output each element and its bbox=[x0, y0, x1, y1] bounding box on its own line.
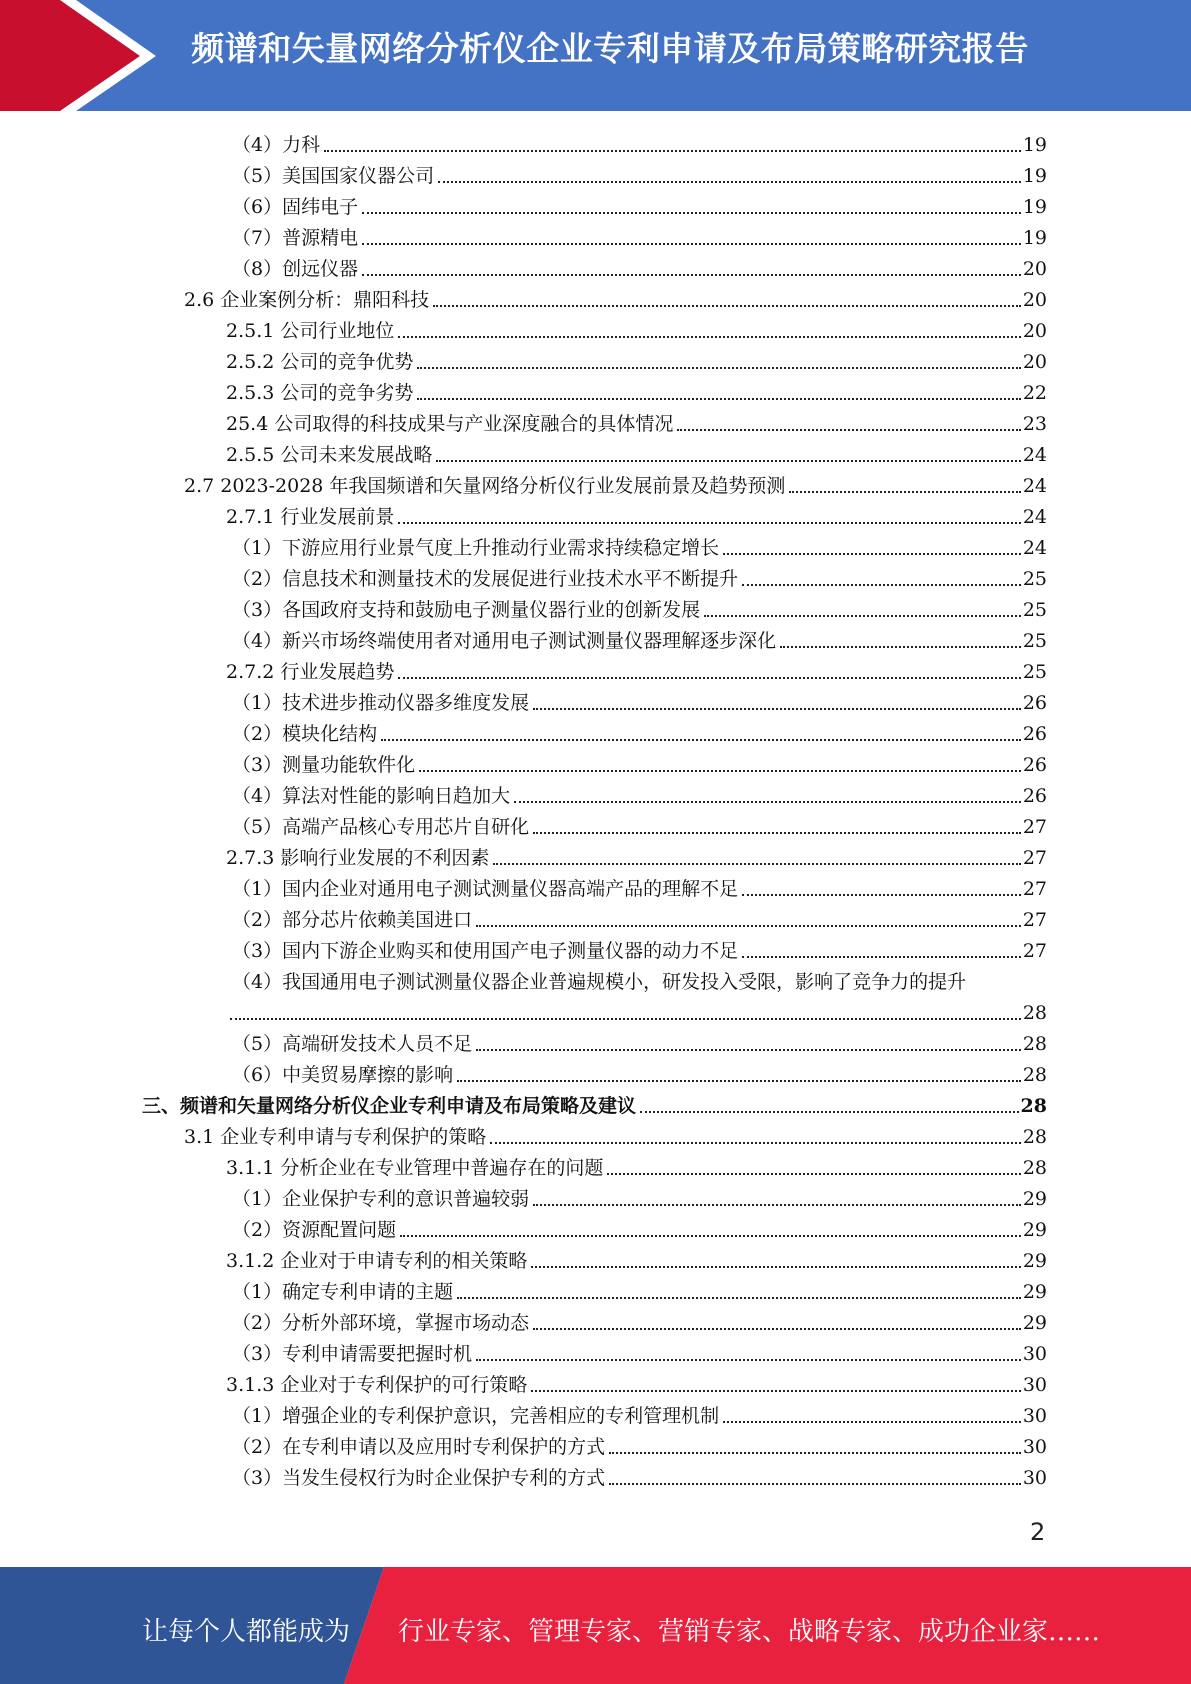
toc-entry[interactable] bbox=[232, 623, 1047, 653]
toc-entry-text: （2）信息技术和测量技术的发展促进行业技术水平不断提升 bbox=[232, 568, 739, 590]
toc-entry-page: 28 bbox=[1020, 1095, 1047, 1117]
toc-entry-text: 2.7.1 行业发展前景 bbox=[226, 506, 395, 528]
toc-entry[interactable] bbox=[232, 1336, 1047, 1366]
toc-leader bbox=[514, 800, 1021, 803]
toc-entry-page: 19 bbox=[1022, 165, 1047, 187]
toc-entry-page: 24 bbox=[1022, 475, 1047, 497]
toc-entry[interactable] bbox=[232, 747, 1047, 777]
toc-entry-page: 26 bbox=[1022, 723, 1047, 745]
toc-entry-text: （5）美国国家仪器公司 bbox=[232, 165, 435, 187]
toc-entry-page: 28 bbox=[1022, 1033, 1047, 1055]
toc-entry-page: 26 bbox=[1022, 692, 1047, 714]
toc-entry[interactable] bbox=[226, 344, 1047, 374]
toc-leader bbox=[533, 1327, 1021, 1330]
toc-entry-text: （1）增强企业的专利保护意识，完善相应的专利管理机制 bbox=[232, 1405, 720, 1427]
toc-chapter-entry[interactable] bbox=[142, 1088, 1047, 1118]
toc-leader bbox=[533, 707, 1021, 710]
toc-entry[interactable] bbox=[232, 964, 1047, 1026]
toc-leader bbox=[677, 428, 1020, 431]
toc-leader bbox=[780, 645, 1021, 648]
toc-leader bbox=[398, 335, 1020, 338]
toc-entry-text: （7）普源精电 bbox=[232, 227, 359, 249]
toc-entry-text: （1）下游应用行业景气度上升推动行业需求持续稳定增长 bbox=[232, 537, 720, 559]
toc-entry-text: （2）在专利申请以及应用时专利保护的方式 bbox=[232, 1436, 606, 1458]
toc-entry[interactable] bbox=[226, 1367, 1047, 1397]
toc-entry-text: （4）我国通用电子测试测量仪器企业普遍规模小，研发投入受限，影响了竞争力的提升 bbox=[232, 971, 967, 993]
toc-entry-page: 30 bbox=[1022, 1343, 1047, 1365]
toc-entry-text: 2.5.5 公司未来发展战略 bbox=[226, 444, 433, 466]
toc-entry[interactable] bbox=[232, 561, 1047, 591]
toc-entry-text: （3）专利申请需要把握时机 bbox=[232, 1343, 473, 1365]
toc-entry[interactable] bbox=[232, 158, 1047, 188]
toc-entry[interactable] bbox=[226, 1243, 1047, 1273]
toc-entry[interactable] bbox=[232, 902, 1047, 932]
toc-entry-text: （3）国内下游企业购买和使用国产电子测量仪器的动力不足 bbox=[232, 940, 739, 962]
toc-leader bbox=[400, 1234, 1021, 1237]
toc-entry-text: （3）测量功能软件化 bbox=[232, 754, 416, 776]
page-number: 2 bbox=[1030, 1518, 1046, 1546]
toc-entry[interactable] bbox=[232, 1274, 1047, 1304]
toc-entry-text: （6）固纬电子 bbox=[232, 196, 359, 218]
toc-entry-text: （2）资源配置问题 bbox=[232, 1219, 397, 1241]
toc-entry-page: 30 bbox=[1022, 1467, 1047, 1489]
toc-leader bbox=[640, 1110, 1019, 1113]
toc-entry-text: （4）算法对性能的影响日趋加大 bbox=[232, 785, 511, 807]
toc-entry-page: 20 bbox=[1022, 351, 1047, 373]
toc-leader bbox=[417, 366, 1020, 369]
toc-entry-page: 19 bbox=[1022, 196, 1047, 218]
toc-entry-page: 25 bbox=[1022, 661, 1047, 683]
toc-entry[interactable] bbox=[232, 251, 1047, 281]
toc-entry-text: （4）力科 bbox=[232, 134, 321, 156]
toc-leader bbox=[476, 924, 1021, 927]
toc-entry[interactable] bbox=[226, 437, 1047, 467]
toc-entry-page: 28 bbox=[1022, 1157, 1047, 1179]
toc-leader bbox=[436, 459, 1020, 462]
toc-entry-text: 2.5.2 公司的竞争优势 bbox=[226, 351, 414, 373]
toc-leader bbox=[742, 955, 1021, 958]
toc-entry-text: （6）中美贸易摩擦的影响 bbox=[232, 1064, 454, 1086]
toc-entry[interactable] bbox=[232, 685, 1047, 715]
toc-entry-text: （1）技术进步推动仪器多维度发展 bbox=[232, 692, 530, 714]
toc-entry-page: 26 bbox=[1022, 754, 1047, 776]
toc-leader bbox=[531, 1389, 1020, 1392]
toc-leader bbox=[230, 1017, 1021, 1020]
toc-entry[interactable] bbox=[232, 1429, 1047, 1459]
toc-entry-page: 29 bbox=[1022, 1188, 1047, 1210]
toc-entry[interactable] bbox=[232, 933, 1047, 963]
toc-entry-text: 2.7.2 行业发展趋势 bbox=[226, 661, 395, 683]
toc-entry-text: （5）高端研发技术人员不足 bbox=[232, 1033, 473, 1055]
toc-leader bbox=[533, 831, 1021, 834]
report-title: 频谱和矢量网络分析仪企业专利申请及布局策略研究报告 bbox=[191, 29, 1029, 68]
toc-entry-text: 2.6 企业案例分析：鼎阳科技 bbox=[184, 289, 430, 311]
toc-entry-page: 24 bbox=[1022, 537, 1047, 559]
toc-entry[interactable] bbox=[232, 1460, 1047, 1490]
toc-leader bbox=[398, 521, 1020, 524]
toc-entry[interactable] bbox=[226, 499, 1047, 529]
toc-entry-text: （5）高端产品核心专用芯片自研化 bbox=[232, 816, 530, 838]
toc-entry[interactable] bbox=[232, 1212, 1047, 1242]
toc-entry-text: （4）新兴市场终端使用者对通用电子测试测量仪器理解逐步深化 bbox=[232, 630, 777, 652]
toc-leader bbox=[457, 1296, 1021, 1299]
toc-entry-text: （1）企业保护专利的意识普遍较弱 bbox=[232, 1188, 530, 1210]
toc-leader bbox=[723, 552, 1021, 555]
toc-entry-text: （2）部分芯片依赖美国进口 bbox=[232, 909, 473, 931]
toc-entry-text: 25.4 公司取得的科技成果与产业深度融合的具体情况 bbox=[226, 413, 674, 435]
toc-entry[interactable] bbox=[226, 654, 1047, 684]
toc-entry-page: 23 bbox=[1022, 413, 1047, 435]
toc-entry-page: 28 bbox=[1022, 1064, 1047, 1086]
toc-entry[interactable] bbox=[232, 871, 1047, 901]
toc-entry-text: （1）确定专利申请的主题 bbox=[232, 1281, 454, 1303]
toc-entry-page: 19 bbox=[1022, 227, 1047, 249]
toc-leader bbox=[362, 211, 1021, 214]
toc-entry-page: 22 bbox=[1022, 382, 1047, 404]
toc-entry[interactable] bbox=[226, 375, 1047, 405]
toc-leader bbox=[433, 304, 1021, 307]
toc-entry[interactable] bbox=[184, 282, 1047, 312]
toc-entry-page: 29 bbox=[1022, 1312, 1047, 1334]
toc-entry[interactable] bbox=[184, 1119, 1047, 1149]
toc-entry-text: （3）各国政府支持和鼓励电子测量仪器行业的创新发展 bbox=[232, 599, 701, 621]
toc-entry-page: 29 bbox=[1022, 1281, 1047, 1303]
toc-entry-text: （2）模块化结构 bbox=[232, 723, 378, 745]
toc-entry-page: 27 bbox=[1022, 909, 1047, 931]
toc-entry[interactable] bbox=[232, 1305, 1047, 1335]
toc-leader bbox=[490, 1141, 1021, 1144]
toc-entry-page: 19 bbox=[1022, 134, 1047, 156]
toc-entry-page: 28 bbox=[1022, 1126, 1047, 1148]
toc-entry-page: 20 bbox=[1022, 258, 1047, 280]
toc-entry-page: 26 bbox=[1022, 785, 1047, 807]
toc-entry[interactable] bbox=[226, 313, 1047, 343]
toc-leader bbox=[324, 149, 1021, 152]
toc-entry-page: 20 bbox=[1022, 320, 1047, 342]
toc-leader bbox=[398, 676, 1020, 679]
toc-entry-text: 3.1.1 分析企业在专业管理中普遍存在的问题 bbox=[226, 1157, 604, 1179]
toc-leader bbox=[476, 1358, 1021, 1361]
toc-entry-page: 30 bbox=[1022, 1374, 1047, 1396]
toc-entry-page: 24 bbox=[1022, 506, 1047, 528]
toc-leader bbox=[723, 1420, 1021, 1423]
footer-slogan-left: 让每个人都能成为 bbox=[142, 1617, 351, 1647]
toc-entry-page: 27 bbox=[1022, 940, 1047, 962]
toc-leader bbox=[531, 1265, 1020, 1268]
toc-entry-page: 27 bbox=[1022, 878, 1047, 900]
toc-entry-text: （2）分析外部环境，掌握市场动态 bbox=[232, 1312, 530, 1334]
toc-entry[interactable] bbox=[232, 530, 1047, 560]
toc-leader bbox=[476, 1048, 1021, 1051]
toc-entry-text: 3.1.3 企业对于专利保护的可行策略 bbox=[226, 1374, 528, 1396]
toc-entry[interactable] bbox=[232, 592, 1047, 622]
toc-entry[interactable] bbox=[232, 189, 1047, 219]
footer-slogan-right: 行业专家、管理专家、营销专家、战略专家、成功企业家…… bbox=[398, 1617, 1101, 1647]
toc-leader bbox=[609, 1451, 1021, 1454]
toc-entry-text: 2.7 2023-2028 年我国频谱和矢量网络分析仪行业发展前景及趋势预测 bbox=[184, 475, 786, 497]
toc-leader bbox=[362, 273, 1021, 276]
toc-entry[interactable] bbox=[184, 468, 1047, 498]
toc-entry-page: 25 bbox=[1022, 568, 1047, 590]
toc-leader bbox=[457, 1079, 1021, 1082]
toc-leader bbox=[533, 1203, 1021, 1206]
toc-entry[interactable] bbox=[232, 1057, 1047, 1087]
toc-leader bbox=[704, 614, 1021, 617]
page-footer bbox=[0, 1567, 1191, 1684]
toc-entry[interactable] bbox=[232, 220, 1047, 250]
toc-entry-page: 28 bbox=[1022, 1002, 1047, 1024]
toc-entry-continuation bbox=[230, 994, 1047, 1025]
toc-entry[interactable] bbox=[226, 840, 1047, 870]
toc-entry-text: 2.5.1 公司行业地位 bbox=[226, 320, 395, 342]
toc-leader bbox=[607, 1172, 1020, 1175]
toc-entry-page: 24 bbox=[1022, 444, 1047, 466]
toc-leader bbox=[417, 397, 1020, 400]
page-header bbox=[0, 0, 1191, 111]
toc-leader bbox=[438, 180, 1021, 183]
toc-leader bbox=[789, 490, 1020, 493]
toc-entry[interactable] bbox=[232, 809, 1047, 839]
toc-entry-page: 27 bbox=[1022, 816, 1047, 838]
toc-entry-text: （3）当发生侵权行为时企业保护专利的方式 bbox=[232, 1467, 606, 1489]
toc-entry-text: 3.1 企业专利申请与专利保护的策略 bbox=[184, 1126, 487, 1148]
toc-entry-text: 2.7.3 影响行业发展的不利因素 bbox=[226, 847, 490, 869]
toc-entry[interactable] bbox=[226, 1150, 1047, 1180]
toc-entry-page: 25 bbox=[1022, 630, 1047, 652]
toc-entry-text: 2.5.3 公司的竞争劣势 bbox=[226, 382, 414, 404]
toc-entry-page: 29 bbox=[1022, 1219, 1047, 1241]
toc-entry[interactable] bbox=[232, 1181, 1047, 1211]
toc-entry-page: 27 bbox=[1022, 847, 1047, 869]
toc-entry[interactable] bbox=[232, 716, 1047, 746]
toc-entry-page: 29 bbox=[1022, 1250, 1047, 1272]
toc-entry[interactable] bbox=[232, 1398, 1047, 1428]
toc-leader bbox=[419, 769, 1021, 772]
toc-leader bbox=[381, 738, 1021, 741]
toc-entry[interactable] bbox=[232, 1026, 1047, 1056]
toc-leader bbox=[742, 893, 1021, 896]
toc-entry-page: 30 bbox=[1022, 1436, 1047, 1458]
toc-entry-text: 三、频谱和矢量网络分析仪企业专利申请及布局策略及建议 bbox=[142, 1095, 637, 1117]
toc-entry[interactable] bbox=[232, 127, 1047, 157]
toc-leader bbox=[609, 1482, 1021, 1485]
toc-leader bbox=[493, 862, 1020, 865]
toc-entry[interactable] bbox=[226, 406, 1047, 436]
toc-entry-text: 3.1.2 企业对于申请专利的相关策略 bbox=[226, 1250, 528, 1272]
toc-entry-text: （8）创远仪器 bbox=[232, 258, 359, 280]
toc-entry-page: 30 bbox=[1022, 1405, 1047, 1427]
toc-entry[interactable] bbox=[232, 778, 1047, 808]
toc-leader bbox=[362, 242, 1021, 245]
toc-entry-page: 20 bbox=[1022, 289, 1047, 311]
toc-entry-page: 25 bbox=[1022, 599, 1047, 621]
toc-leader bbox=[742, 583, 1021, 586]
toc-entry-text: （1）国内企业对通用电子测试测量仪器高端产品的理解不足 bbox=[232, 878, 739, 900]
